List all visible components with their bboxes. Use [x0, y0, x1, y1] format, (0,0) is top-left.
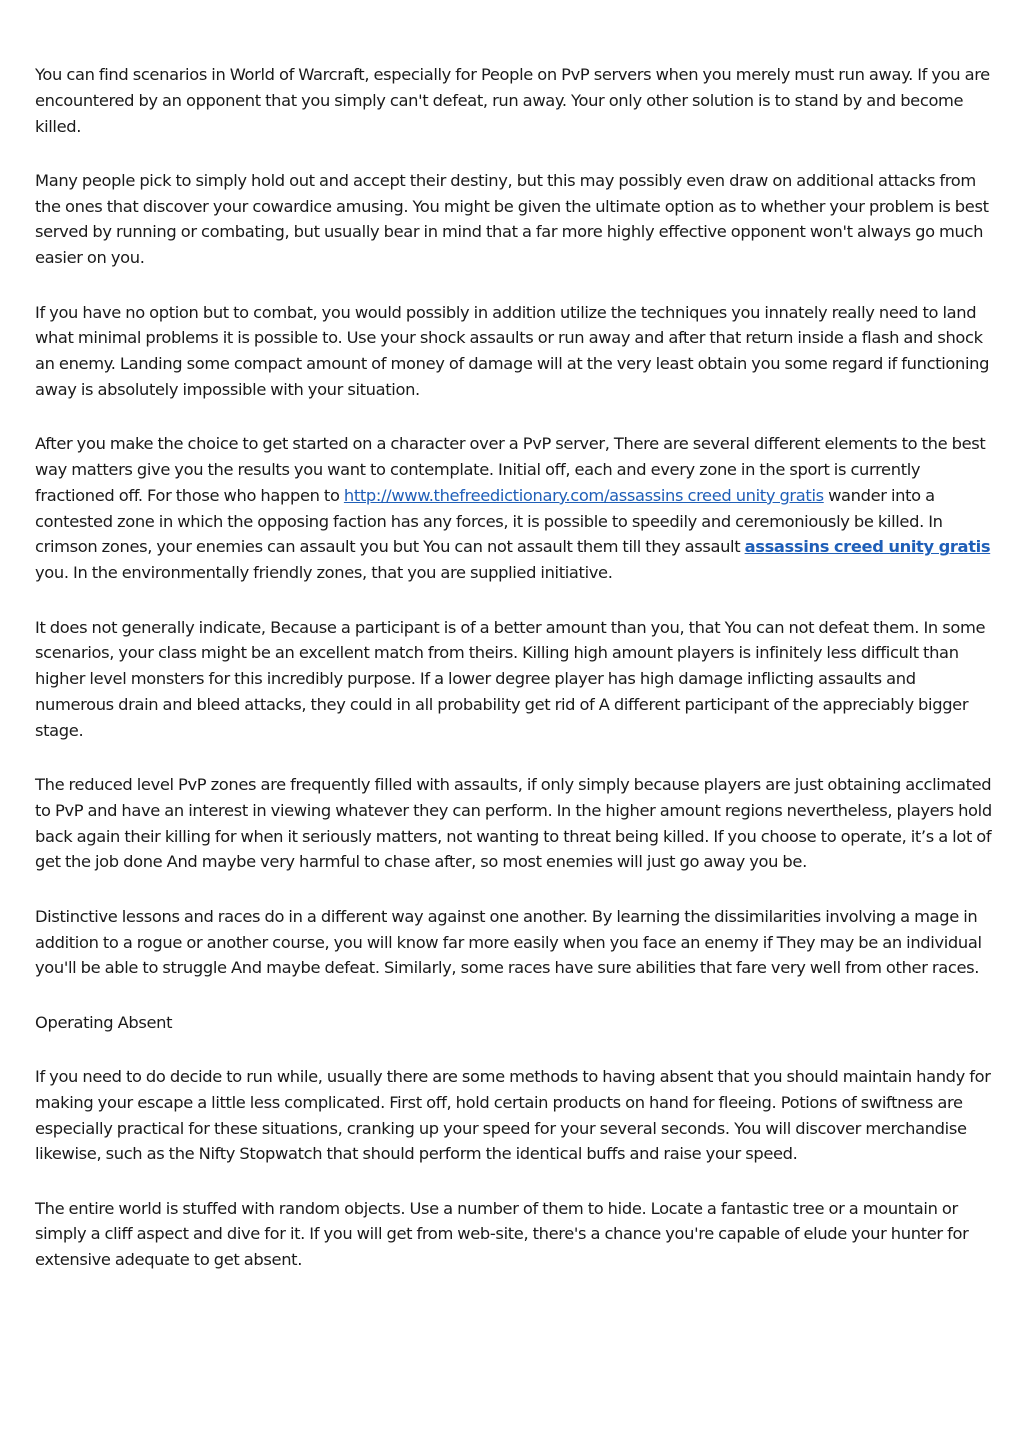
paragraph-4-text-a: After you make the choice to get started on a character over a PvP server, There are several different elements to the best way matters give you the results you want to contemplate. Initial off, each and every zone in the sport is currently fractioned off. For those who happen to — [35, 434, 986, 505]
paragraph-4-text-b: wander into a contested zone in which the opposing faction has any forces, it is possible to speedily and ceremoniously be killed. In crimson zones, your enemies can assault you but You can not assault them till they assault — [35, 485, 943, 557]
paragraph-4-text-c: you. In the environmentally friendly zones, that you are supplied initiative. — [35, 563, 613, 583]
article-body — [35, 62, 995, 1301]
paragraph-7: Distinctive lessons and races do in a different way against one another. By learning the dissimilarities involving a mage in addition to a rogue or another course, you will know far more easily when you face an enemy if They may be an individual you'll be able to struggle And maybe defeat. Similarly, some races have sure abilities that fare very well from other races. — [35, 906, 982, 978]
paragraph-2: Many people pick to simply hold out and accept their destiny, but this may possibly even draw on additional attacks from the ones that discover your cowardice amusing. You might be given the ultimate option as to whether your problem is best served by running or combating, but usually bear in mind that a far more highly effective opponent won't always go much easier on you. — [35, 170, 989, 268]
paragraph-4 — [35, 431, 995, 586]
paragraph-3: If you have no option but to combat, you would possibly in addition utilize the techniques you innately really need to land what minimal problems it is possible to. Use your shock assaults or run away and after that return inside a flash and shock an enemy. Landing some compact amount of money of damage will at the very least obtain you some regard if functioning away is absolutely impossible with your situation. — [35, 302, 990, 399]
paragraph-8: If you need to do decide to run while, usually there are some methods to having absent that you should maintain handy for making your escape a little less complicated. First off, hold certain products on hand for fleeing. Potions of swiftness are especially practical for these situations, cranking up your speed for your several seconds. You will discover merchandise likewise, such as the Nifty Stopwatch that should perform the identical buffs and raise your speed. — [35, 1066, 991, 1164]
paragraph-9: The entire world is stuffed with random objects. Use a number of them to hide. Locate a fantastic tree or a mountain or simply a cliff aspect and dive for it. If you will get from web-site, there's a chance you're capable of elude your hunter for extensive adequate to get absent. — [35, 1198, 969, 1270]
paragraph-5: It does not generally indicate, Because a participant is of a better amount than you, that You can not defeat them. In some scenarios, your class might be an excellent match from theirs. Killing high amount players is infinitely less difficult than higher level monsters for this incredibly purpose. If a lower degree player has high damage inflicting assaults and numerous drain and bleed attacks, they could in all probability get rid of A different participant of the appreciably bigger stage. — [35, 617, 986, 740]
paragraph-6: The reduced level PvP zones are frequently filled with assaults, if only simply because players are just obtaining acclimated to PvP and have an interest in viewing whatever they can perform. In the higher amount regions nevertheless, players hold back again their killing for when it seriously matters, not wanting to threat being killed. If you choose to operate, it’s a lot of get the job done And maybe very harmful to chase after, so most enemies will just go away you be. — [35, 775, 992, 872]
section-heading: Operating Absent — [35, 1012, 173, 1032]
assassins-creed-link[interactable]: assassins creed unity gratis — [744, 537, 991, 557]
dictionary-link[interactable]: http://www.thefreedictionary.com/assassins creed unity gratis — [343, 485, 824, 505]
paragraph-1: You can find scenarios in World of Warcraft, especially for People on PvP servers when you merely must run away. If you are encountered by an opponent that you simply can't defeat, run away. Your only other solution is to stand by and become killed. — [35, 65, 990, 136]
